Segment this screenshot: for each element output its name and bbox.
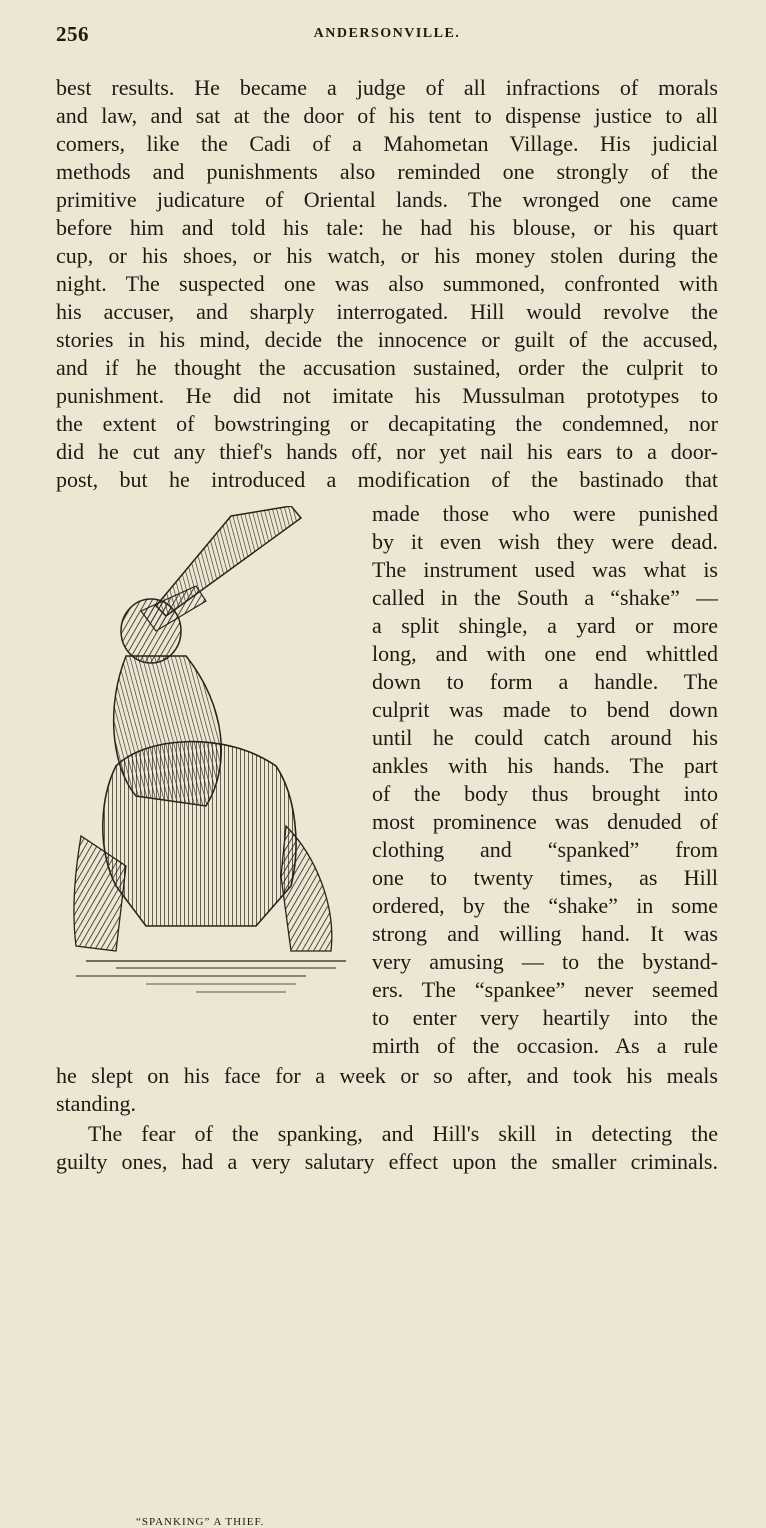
text-line: very amusing — to the bystand- [372,949,718,974]
bent-culprit [103,742,296,926]
text-line: long, and with one end whittled [372,641,718,666]
text-line: down to form a handle. The [372,669,718,694]
text-line: of the body thus brought into [372,781,718,806]
text-line: most prominence was denuded of [372,809,718,834]
text-line: made those who were punished [372,501,718,526]
text-line: clothing and “spanked” from [372,837,718,862]
text-line: called in the South a “shake” — [372,585,718,610]
text-line: best results. He became a judge of all infractions of morals [56,75,718,100]
text-line: he slept on his face for a week or so after, and took his meals [56,1063,718,1088]
text-line: culprit was made to bend down [372,697,718,722]
text-line: did he cut any thief's hands off, nor yet nail his ears to a door- [56,439,718,464]
figure-caption: “SPANKING” A THIEF. [136,1516,265,1528]
text-line: by it even wish they were dead. [372,529,718,554]
text-line: ordered, by the “shake” in some [372,893,718,918]
text-line: ankles with his hands. The part [372,753,718,778]
text-line: mirth of the occasion. As a rule [372,1033,718,1058]
text-line: before him and told his tale: he had his blouse, or his quart [56,215,718,240]
text-line: comers, like the Cadi of a Mahometan Village. His judicial [56,131,718,156]
text-line: a split shingle, a yard or more [372,613,718,638]
text-line: standing. [56,1091,137,1116]
page-number: 256 [56,22,89,46]
running-head: ANDERSONVILLE. [313,26,461,41]
text-line: primitive judicature of Oriental lands. The wronged one came [56,187,718,212]
page-header [56,22,718,50]
text-line: methods and punishments also reminded one strongly of the [56,159,718,184]
text-line: guilty ones, had a very salutary effect upon the smaller criminals. [56,1149,718,1174]
text-line: until he could catch around his [372,725,718,750]
text-line: post, but he introduced a modification of the bastinado that [56,467,718,492]
text-line: the extent of bowstringing or decapitating the condemned, nor [56,411,718,436]
text-line: and law, and sat at the door of his tent to dispense justice to all [56,103,718,128]
text-line: one to twenty times, as Hill [372,865,718,890]
text-line: punishment. He did not imitate his Mussulman prototypes to [56,383,718,408]
text-line: and if he thought the accusation sustained, order the culprit to [56,355,718,380]
text-line: stories in his mind, decide the innocence or guilt of the accused, [56,327,718,352]
text-line: The fear of the spanking, and Hill's skill in detecting the [88,1121,718,1146]
figure-leg-right [281,826,332,951]
text-line: ers. The “spankee” never seemed [372,977,718,1002]
text-line: cup, or his shoes, or his watch, or his money stolen during the [56,243,718,268]
text-line: his accuser, and sharply interrogated. Hill would revolve the [56,299,718,324]
text-line: night. The suspected one was also summoned, confronted with [56,271,718,296]
text-line: strong and willing hand. It was [372,921,718,946]
text-line: to enter very heartily into the [372,1005,718,1030]
engraving-svg [56,506,364,1006]
text-line: The instrument used was what is [372,557,718,582]
